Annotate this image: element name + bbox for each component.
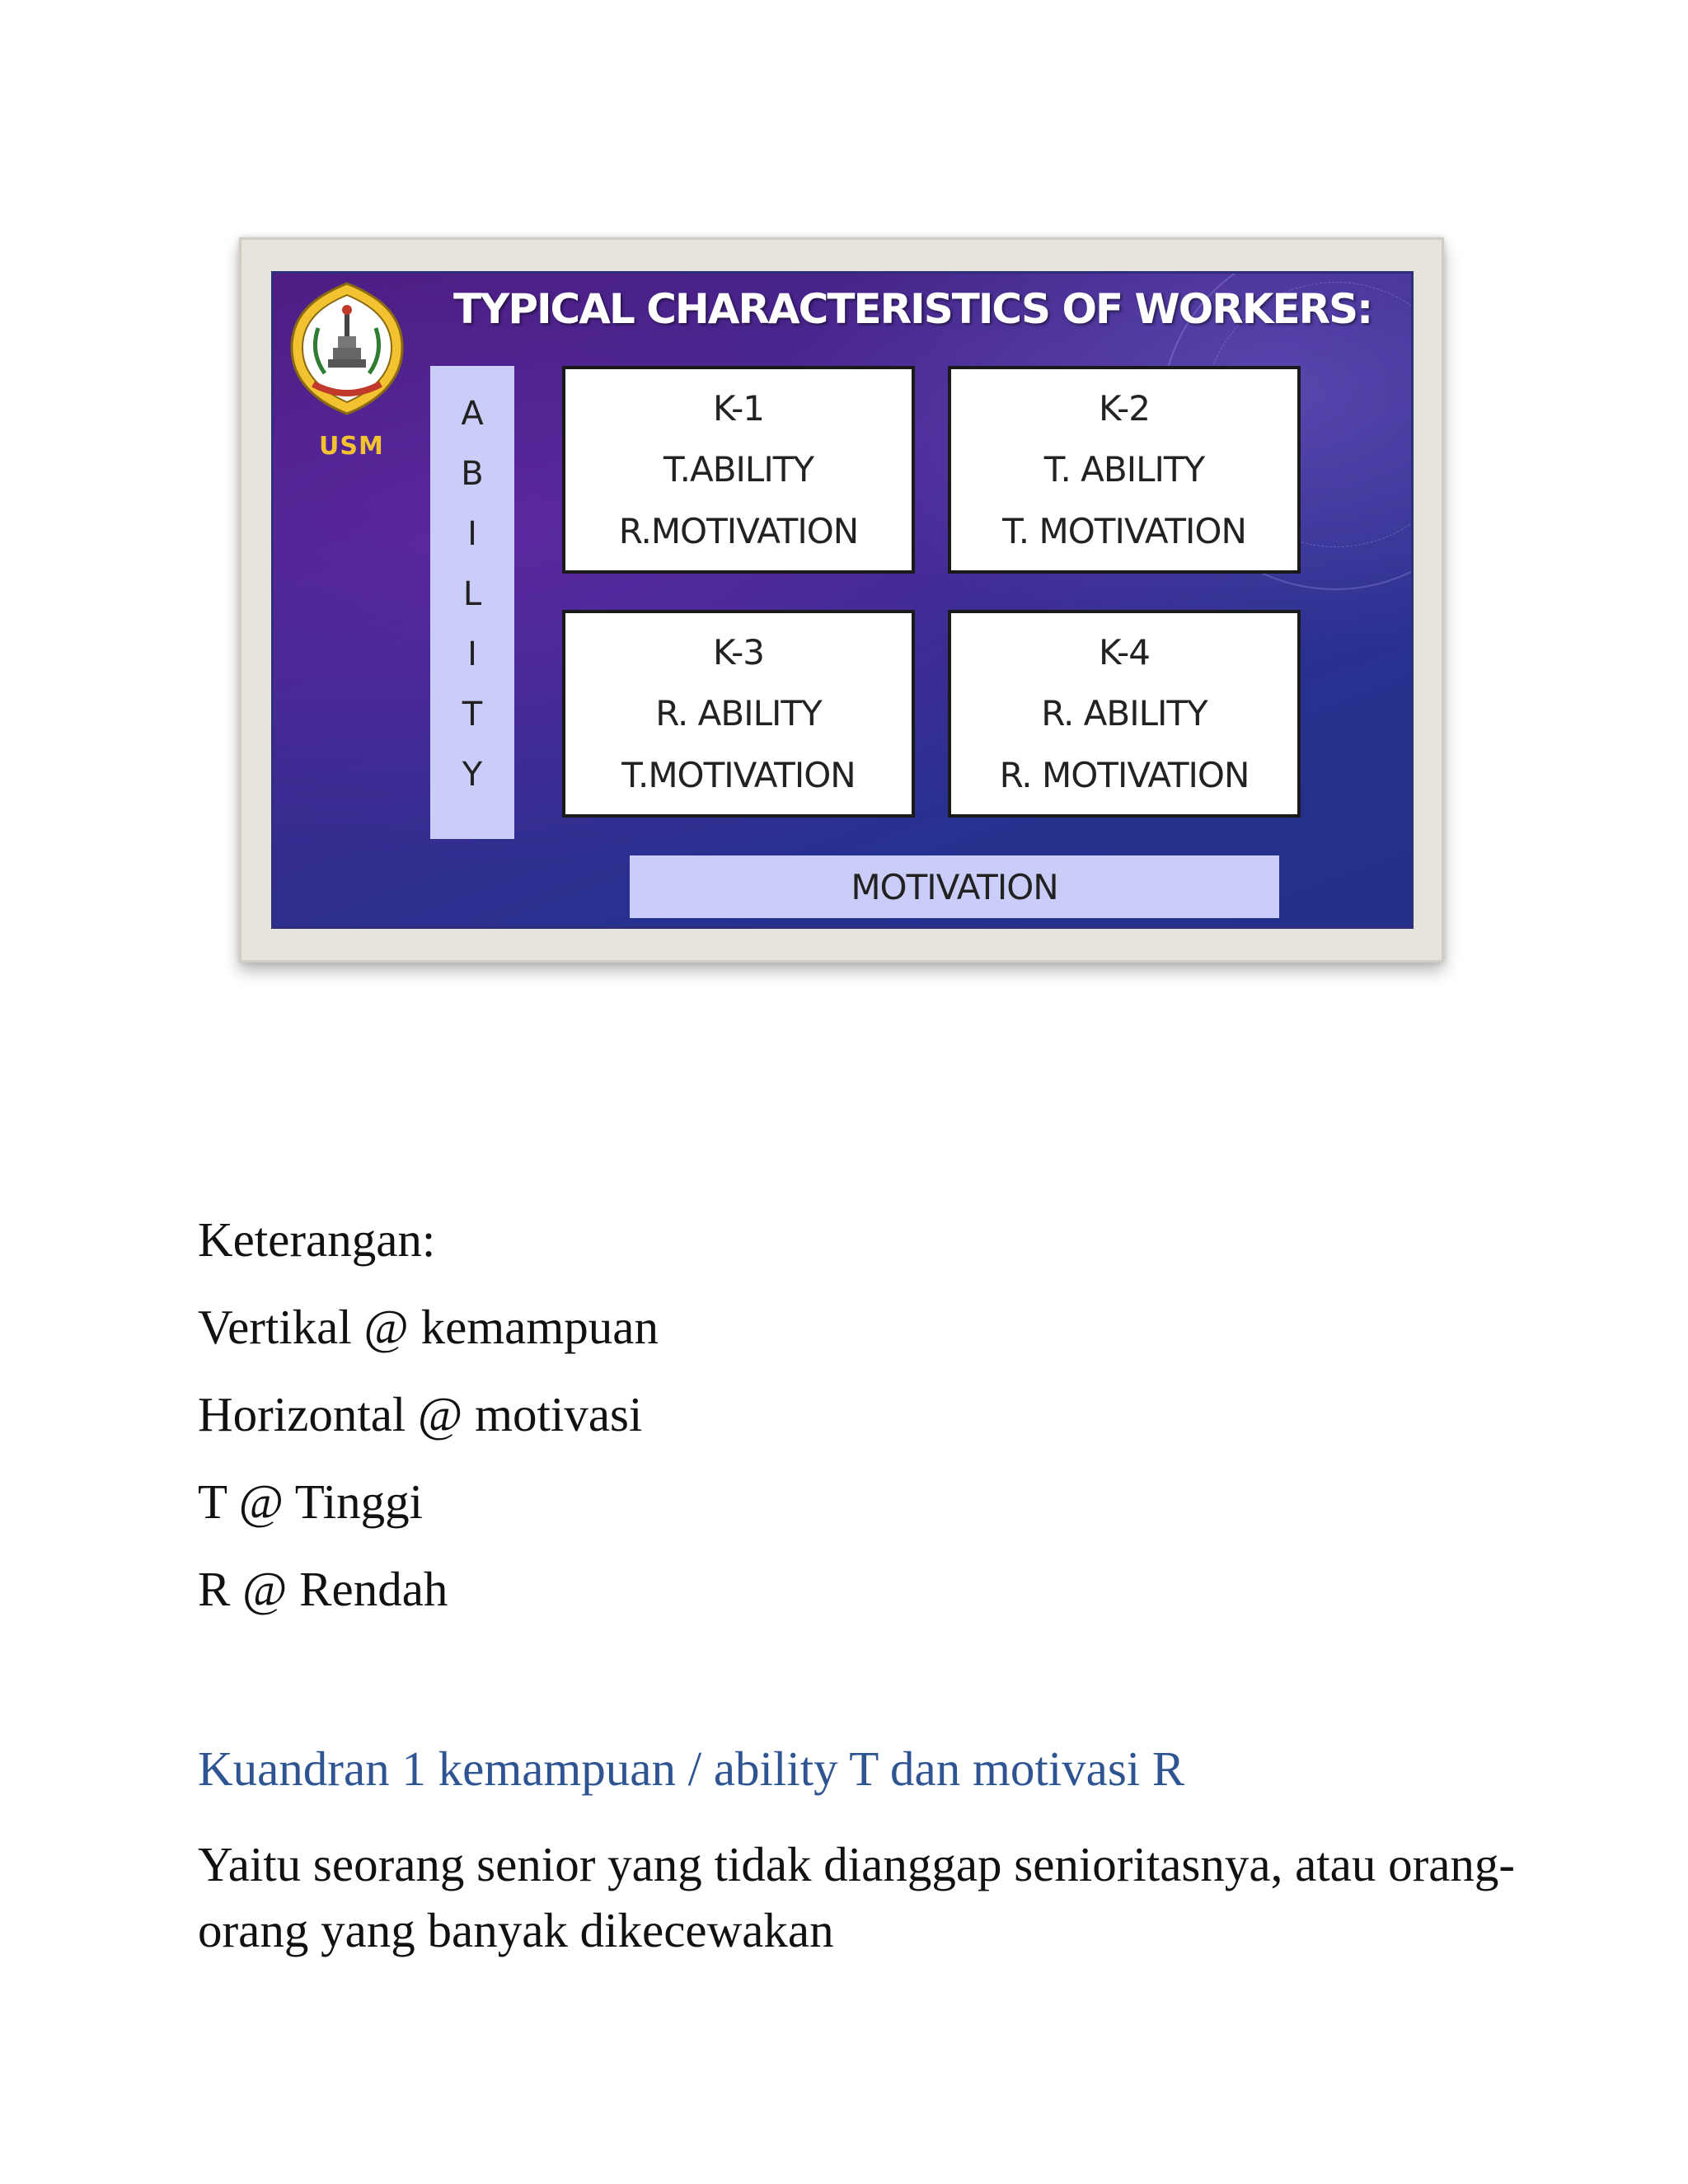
- quadrant-k2: [948, 366, 1301, 574]
- ability-letter: A: [461, 395, 484, 433]
- section-heading: Kuandran 1 kemampuan / ability T dan motivasi R: [198, 1741, 1185, 1796]
- quadrant-k3: [562, 610, 915, 818]
- quadrant-k4: [948, 610, 1301, 818]
- quadrant-code: K-3: [712, 631, 764, 673]
- ability-letter: B: [461, 455, 484, 493]
- quadrant-motivation: R.MOTIVATION: [618, 511, 859, 552]
- ability-letter: L: [462, 575, 482, 613]
- legend-line: T @ Tinggi: [198, 1474, 423, 1529]
- slide-title: TYPICAL CHARACTERISTICS OF WORKERS:: [453, 285, 1372, 333]
- slide-image-frame: [239, 237, 1444, 963]
- quadrant-motivation: T. MOTIVATION: [1002, 511, 1246, 552]
- logo-text: USM: [319, 432, 384, 461]
- quadrant-code: K-2: [1098, 387, 1150, 429]
- legend-line: R @ Rendah: [198, 1562, 448, 1616]
- ability-letter: I: [467, 635, 477, 673]
- university-seal-icon: [285, 279, 409, 419]
- quadrant-k1: [562, 366, 915, 574]
- ability-letter: Y: [462, 756, 483, 794]
- quadrant-ability: T. ABILITY: [1043, 449, 1205, 490]
- ability-axis-label: [430, 366, 514, 839]
- section-paragraph: Yaitu seorang senior yang tidak dianggap senioritasnya, atau orang-orang yang banyak dikecewakan: [198, 1837, 1516, 1957]
- legend-line: Vertikal @ kemampuan: [198, 1300, 659, 1354]
- quadrant-code: K-1: [712, 387, 764, 429]
- legend-title: Keterangan:: [198, 1212, 436, 1267]
- motivation-axis-label: MOTIVATION: [630, 855, 1279, 918]
- quadrant-ability: R. ABILITY: [655, 693, 822, 734]
- legend-line: Horizontal @ motivasi: [198, 1387, 643, 1441]
- quadrant-code: K-4: [1098, 631, 1150, 673]
- slide: [271, 271, 1414, 929]
- quadrant-motivation: R. MOTIVATION: [999, 755, 1250, 796]
- quadrant-ability: R. ABILITY: [1041, 693, 1207, 734]
- quadrant-ability: T.ABILITY: [663, 449, 814, 490]
- ability-letter: I: [467, 515, 477, 553]
- quadrant-motivation: T.MOTIVATION: [621, 755, 856, 796]
- ability-letter: T: [462, 696, 483, 733]
